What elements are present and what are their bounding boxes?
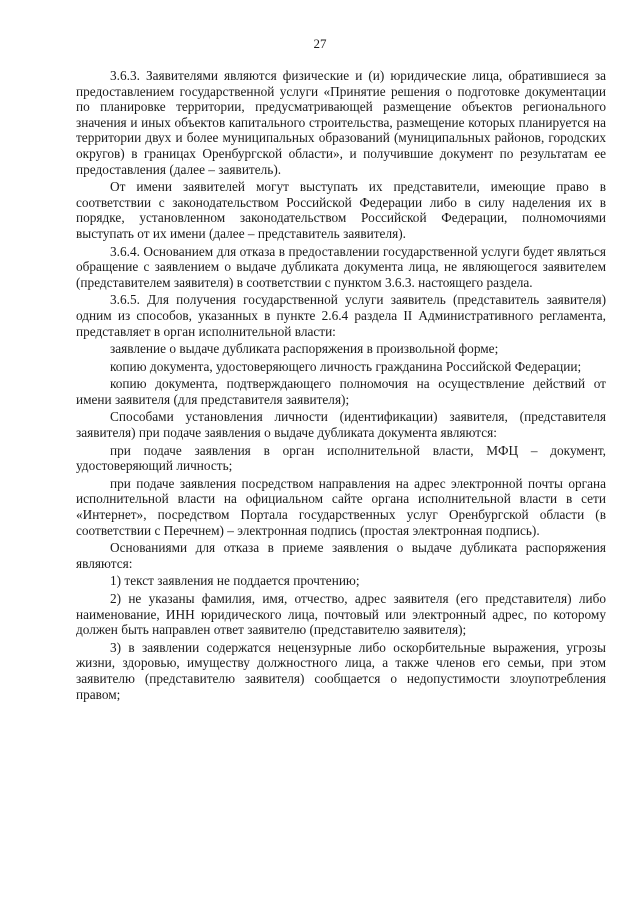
paragraph-electronic: при подаче заявления посредством направления на адрес электронной почты органа исполнительной власти на официальном сайте органа исполнительной власти в сети «Интернет», посредством Портала государственных услуг Оренбургской области (в соответствии с Перечнем) – электронная подпись (простая электронная подпись). [76, 475, 606, 538]
paragraph-identity-copy: копию документа, удостоверяющего личность гражданина Российской Федерации; [110, 358, 582, 374]
paragraph-in-person: при подаче заявления в орган исполнительной власти, МФЦ – документ, удостоверяющий личность; [76, 442, 606, 474]
list-item-3: 3) в заявлении содержатся нецензурные либо оскорбительные выражения, угрозы жизни, здоровью, имуществу должностного лица, а также членов его семьи, при этом заявителю (представителю заявителя) сообщается о недопустимости злоупотребления правом; [76, 639, 606, 702]
page-number: 27 [313, 36, 327, 51]
paragraph-authority-copy: копию документа, подтверждающего полномочия на осуществление действий от имени заявителя (для представителя заявителя); [76, 376, 606, 407]
paragraph-identification-methods: Способами установления личности (идентификации) заявителя, (представителя заявителя) при подаче заявления о выдаче дубликата документа являются: [76, 409, 606, 441]
document-body [76, 68, 606, 702]
paragraph-3-6-3: 3.6.3. Заявителями являются физические и (и) юридические лица, обратившиеся за предоставлением государственной услуги «Принятие решения о подготовке документации по планировке территории, предусматривающей размещение объектов регионального значения и иных объектов капитального строительства, размещение которых планируется на территории двух и более муниципальных образований (муниципальных районов, городских округов) в границах Оренбургской области», и получившие документ по результатам ее предоставления (далее – заявитель). [76, 68, 606, 177]
paragraph-refusal-grounds: Основаниями для отказа в приеме заявления о выдаче дубликата распоряжения являются: [76, 540, 606, 571]
list-item-1: 1) текст заявления не поддается прочтению; [110, 573, 360, 589]
list-item-2: 2) не указаны фамилия, имя, отчество, адрес заявителя (его представителя) либо наименование, ИНН юридического лица, почтовый или электронный адрес, по которому должен быть направлен ответ заявителю (представителю заявителя); [76, 591, 606, 638]
paragraph-3-6-4: 3.6.4. Основанием для отказа в предоставлении государственной услуги будет являться обращение с заявлением о выдаче дубликата документа лица, не являющегося заявителем (представителем заявителя) в соответствии с пунктом 3.6.3. настоящего раздела. [76, 243, 606, 290]
paragraph-3-6-5: 3.6.5. Для получения государственной услуги заявитель (представитель заявителя) одним из способов, указанных в пункте 2.6.4 раздела II Административного регламента, представляет в орган исполнительной власти: [76, 292, 606, 339]
paragraph-application: заявление о выдаче дубликата распоряжения в произвольной форме; [110, 341, 499, 357]
paragraph-representatives: От имени заявителей могут выступать их представители, имеющие право в соответствии с законодательством Российской Федерации либо в силу наделения их в порядке, установленном законодательством Российской Федерации, полномочиями выступать от их имени (далее – представитель заявителя). [76, 179, 606, 241]
